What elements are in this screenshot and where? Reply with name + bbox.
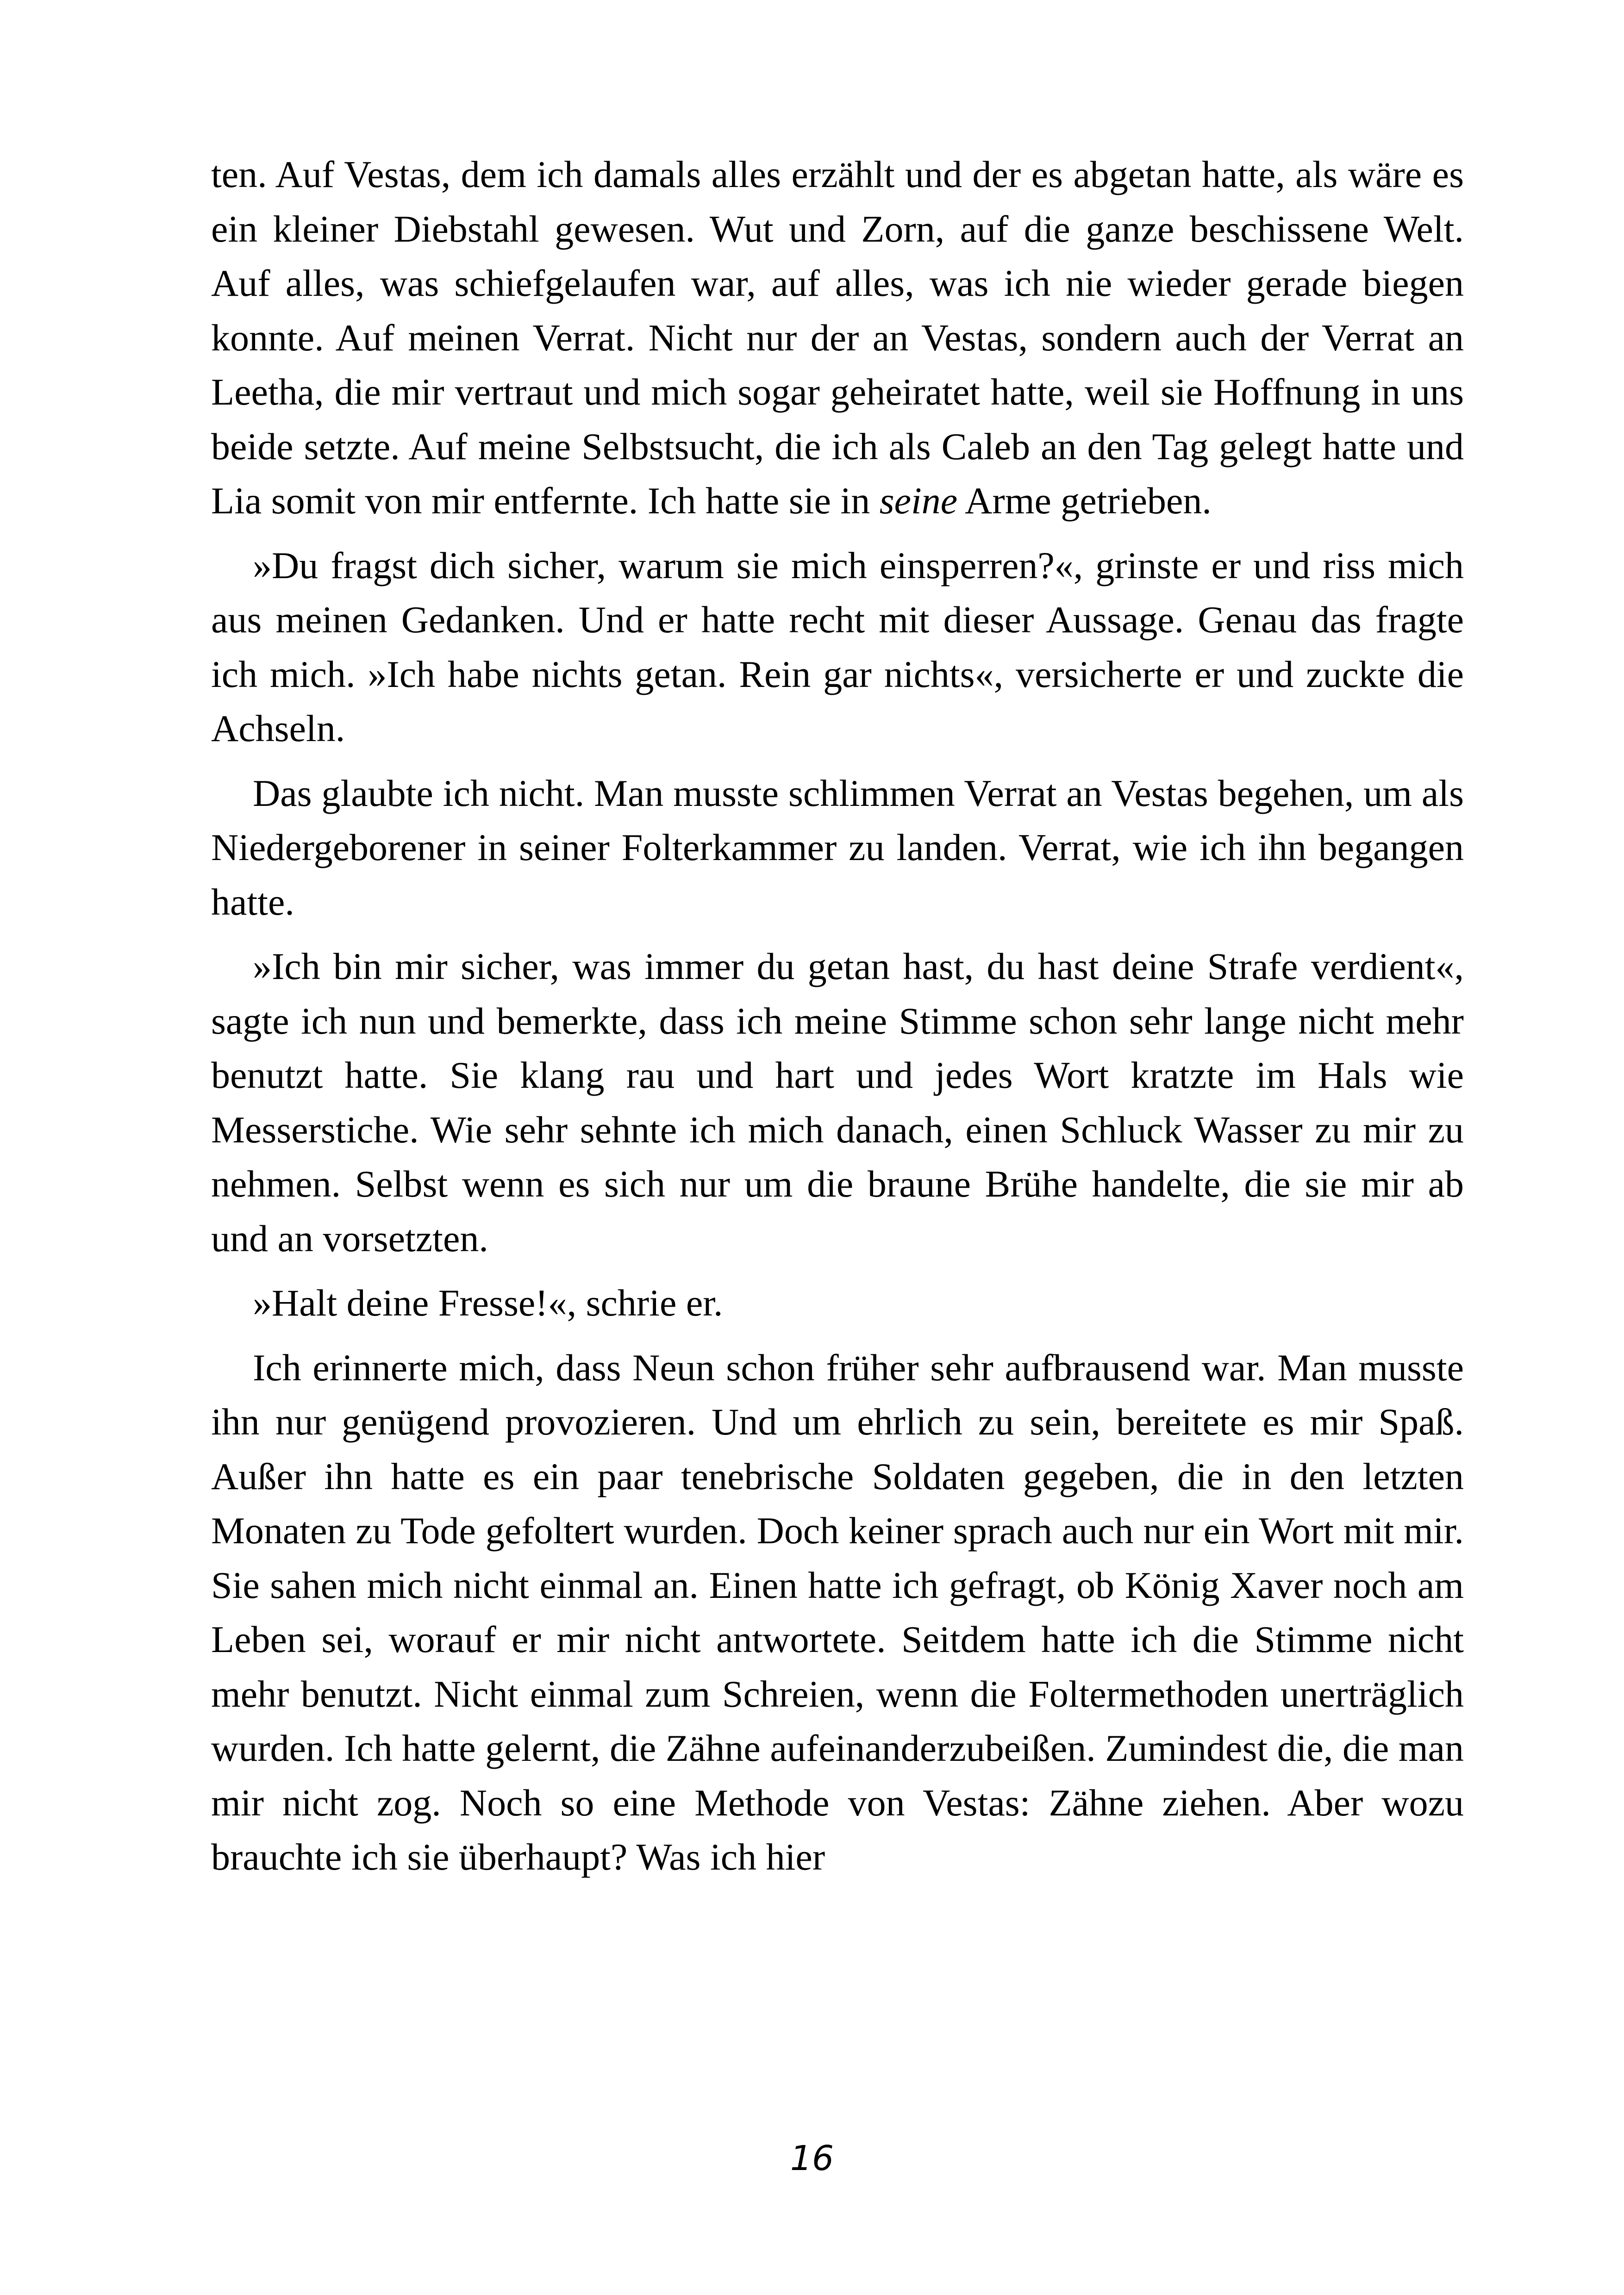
page-number: 16 [790,2139,834,2178]
paragraph-2: »Du fragst dich sicher, warum sie mich einsperren?«, grinste er und riss mich aus meinen Gedanken. Und er hatte recht mit dieser Aussage. Genau das fragte ich mich. »Ich habe nichts getan. Rein gar nichts«, versicherte er und zuckte die Achseln. [211,544,1464,749]
body-text [211,147,1464,1895]
paragraph-1 [211,147,1464,528]
paragraph-1-italic-word: seine [879,480,958,522]
paragraph-4: »Ich bin mir sicher, was immer du getan hast, du hast deine Strafe verdient«, sagte ich nun und bemerkte, dass ich meine Stimme schon sehr lange nicht mehr benutzt hatte. Sie klang rau und hart und jedes Wort kratzte im Hals wie Messerstiche. Wie sehr sehnte ich mich danach, einen Schluck Wasser zu mir zu nehmen. Selbst wenn es sich nur um die braune Brühe handelte, die sie mir ab und an vorsetzten. [211,945,1464,1260]
paragraph-1-text-after: Arme getrieben. [957,480,1212,522]
paragraph-5: »Halt deine Fresse!«, schrie er. [253,1282,723,1324]
paragraph-3: Das glaubte ich nicht. Man musste schlimmen Verrat an Vestas begehen, um als Niedergeborener in seiner Folterkammer zu landen. Verrat, wie ich ihn begangen hatte. [211,772,1464,923]
paragraph-6: Ich erinnerte mich, dass Neun schon früher sehr aufbrausend war. Man musste ihn nur genügend provozieren. Und um ehrlich zu sein, bereitete es mir Spaß. Außer ihn hatte es ein paar tenebrische Soldaten gegeben, die in den letzten Monaten zu Tode gefoltert wurden. Doch keiner sprach auch nur ein Wort mit mir. Sie sahen mich nicht einmal an. Einen hatte ich gefragt, ob König Xaver noch am Leben sei, worauf er mir nicht antwortete. Seitdem hatte ich die Stimme nicht mehr benutzt. Nicht einmal zum Schreien, wenn die Foltermethoden unerträglich wurden. Ich hatte gelernt, die Zähne aufeinanderzubeißen. Zumindest die, die man mir nicht zog. Noch so eine Methode von Vestas: Zähne ziehen. Aber wozu brauchte ich sie überhaupt? Was ich hier [211,1346,1464,1878]
paragraph-1-text-before: ten. Auf Vestas, dem ich damals alles erzählt und der es abgetan hatte, als wäre es ein kleiner Diebstahl gewesen. Wut und Zorn, auf die ganze beschissene Welt. Auf alles, was schiefgelaufen war, auf alles, was ich nie wieder gerade biegen konnte. Auf meinen Verrat. Nicht nur der an Vestas, sondern auch der Verrat an Leetha, die mir vertraut und mich sogar geheiratet hatte, weil sie Hoffnung in uns beide setzte. Auf meine Selbstsucht, die ich als Caleb an den Tag gelegt hatte und Lia somit von mir entfernte. Ich hatte sie in [211,153,1464,522]
